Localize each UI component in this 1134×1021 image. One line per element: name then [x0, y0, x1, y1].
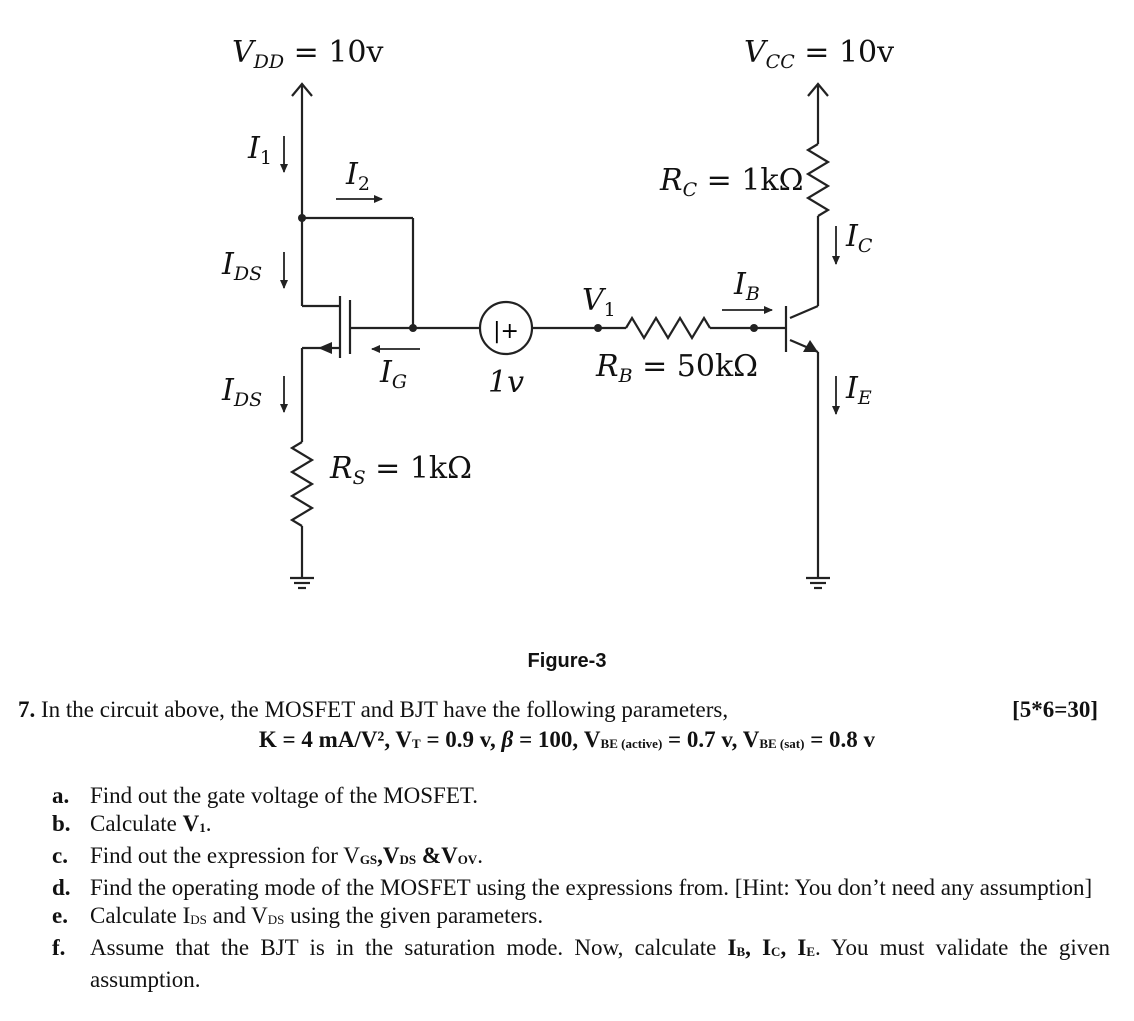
rs-resistor	[292, 442, 312, 578]
vcc-label: $V_{CC} = 10v$	[744, 35, 895, 73]
mosfet-symbol	[302, 296, 417, 442]
figure-caption: Figure-3	[527, 650, 607, 672]
rb-resistor	[626, 318, 710, 338]
task-d: d. Find the operating mode of the MOSFET using the expressions from. [Hint: You don’t need any assumption]	[52, 875, 1093, 900]
ground-left	[290, 578, 314, 588]
ground-right	[806, 578, 830, 588]
vcc-rail	[808, 84, 828, 144]
v1-node	[594, 324, 602, 332]
source-value-label: 1v	[488, 365, 525, 400]
question-stem-text: In the circuit above, the MOSFET and BJT have the following parameters,	[41, 697, 729, 722]
task-e: e. Calculate $I_{DS}$ and $V_{DS}$ using the given parameters.	[52, 903, 544, 928]
rc-resistor	[808, 144, 828, 216]
question-number: 7.	[18, 697, 36, 722]
feedback-wire	[298, 214, 413, 328]
task-f: f. Assume that the BJT is in the saturation mode. Now, calculate $I_B$, $I_C$, $I_E$. You must validate the given assumption.	[52, 935, 1111, 992]
task-list	[52, 782, 1110, 994]
ids-top-label: $I_{DS}$	[222, 247, 263, 285]
rc-label: $R_C = 1k\Omega$	[660, 163, 804, 201]
ib-label: $I_B$	[734, 267, 760, 305]
i1-label: $I_1$	[248, 131, 272, 169]
ig-label: $I_G$	[380, 355, 408, 393]
question-stem	[18, 696, 1118, 724]
rb-label: $R_B = 50k\Omega$	[596, 349, 758, 387]
bjt-symbol	[786, 216, 818, 578]
i2-label: $I_2$	[346, 157, 370, 195]
v1-label: $V_1$	[582, 283, 616, 321]
task-a: a. Find out the gate voltage of the MOSFET.	[52, 783, 478, 808]
task-b: b. Calculate $V_1$.	[52, 811, 212, 836]
task-c: c. Find out the expression for $V_{GS},V_{DS}$ $\&V_{OV}$.	[52, 843, 483, 868]
voltage-source	[480, 302, 532, 354]
vdd-rail	[292, 84, 312, 306]
base-node	[750, 324, 758, 332]
svg-text:|+: |+	[493, 319, 519, 344]
ie-label: $I_E$	[846, 371, 872, 409]
parameter-line: K = 4 mA/V², $V_T = 0.9$ v, β = 100, $V_{BE (active)} = 0.7$ v, $V_{BE (sat)} = 0.8$ v	[258, 727, 876, 752]
vdd-label: $V_{DD} = 10v$	[232, 35, 384, 73]
ids-bottom-label: $I_{DS}$	[222, 373, 263, 411]
rs-label: $R_S = 1k\Omega$	[330, 451, 472, 489]
ic-label: $I_C$	[846, 219, 873, 257]
question-marks: [5*6=30]	[1012, 697, 1098, 722]
